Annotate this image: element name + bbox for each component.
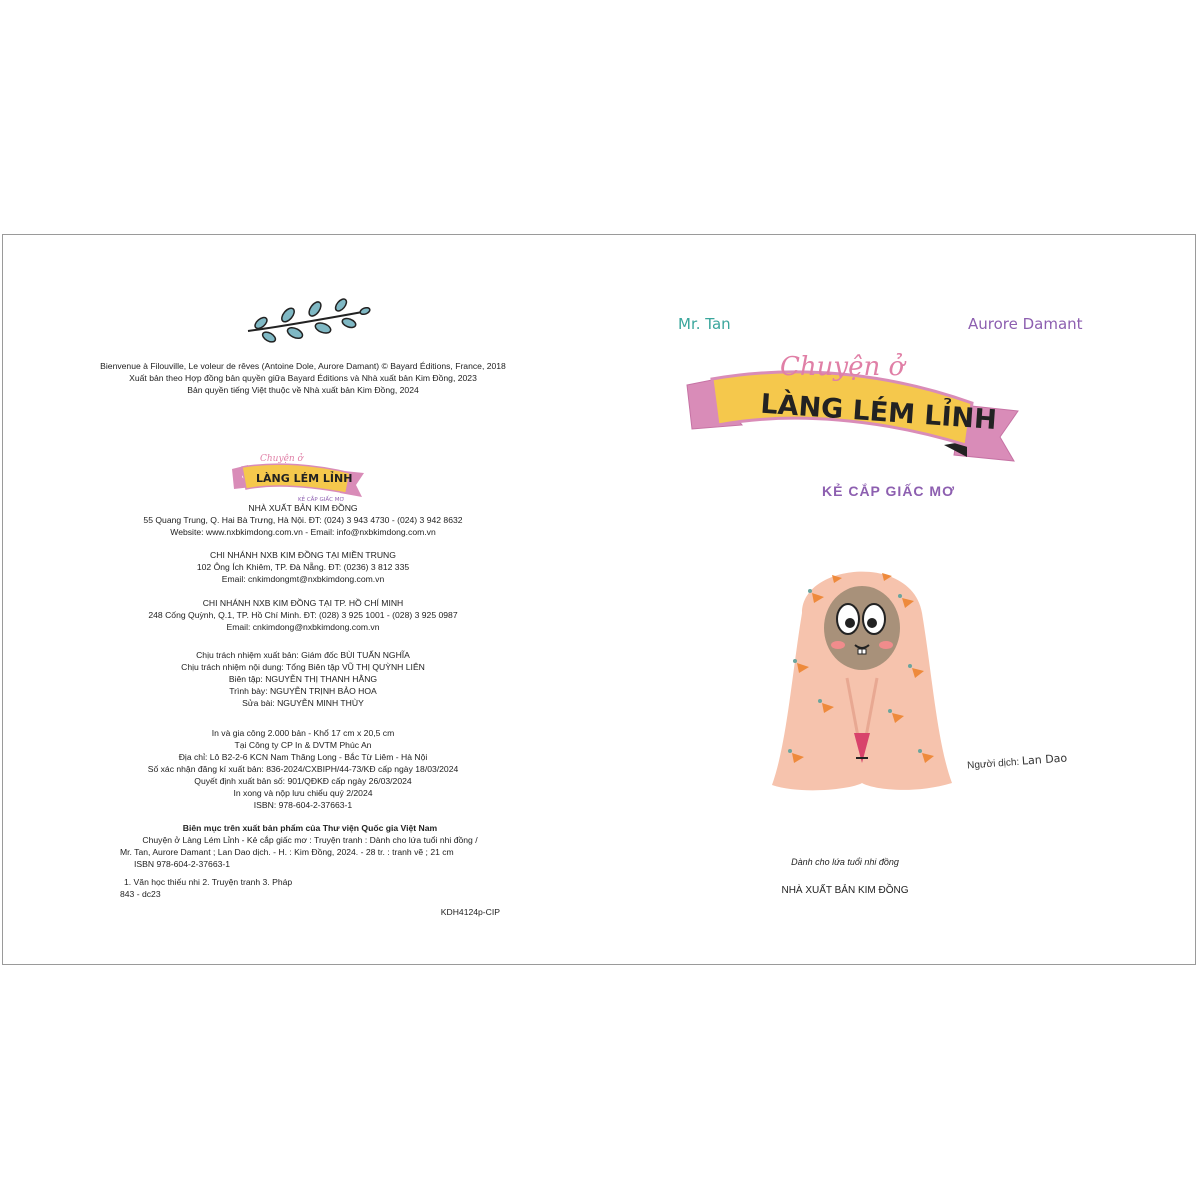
author-name: Mr. Tan — [678, 315, 731, 333]
credit-line: Chịu trách nhiệm xuất bản: Giám đốc BÙI TUẤN NGHĨA — [196, 650, 410, 660]
book-subtitle: KẺ CẮP GIẤC MƠ — [822, 483, 956, 499]
branch-email: Email: cnkimdongmt@nxbkimdong.com.vn — [221, 574, 385, 584]
printing-line: ISBN: 978-604-2-37663-1 — [253, 800, 353, 810]
copyright-notice — [63, 360, 543, 396]
branch-email: Email: cnkimdong@nxbkimdong.com.vn — [226, 622, 380, 632]
cip-title: Biên mục trên xuất bản phẩm của Thư viện Quốc gia Việt Nam — [182, 823, 438, 833]
credit-line: Chịu trách nhiệm nội dung: Tổng Biên tập VŨ THỊ QUỲNH LIÊN — [181, 662, 425, 672]
translator-name: Lan Dao — [1021, 751, 1068, 768]
printing-line: In xong và nộp lưu chiểu quý 2/2024 — [233, 788, 373, 798]
illustrator-name: Aurore Damant — [968, 315, 1083, 333]
printing-line: Địa chỉ: Lô B2-2-6 KCN Nam Thăng Long - Bắc Từ Liêm - Hà Nội — [178, 752, 428, 762]
cip-line: 843 - dc23 — [120, 889, 161, 899]
cip-line: Chuyện ở Làng Lém Lỉnh - Kẻ cắp giấc mơ : Truyện tranh : Dành cho lứa tuổi nhi đồng / — [142, 835, 478, 845]
printing-line: Tại Công ty CP In & DVTM Phúc An — [234, 740, 372, 750]
cip-record — [120, 822, 500, 918]
age-note: Dành cho lứa tuổi nhi đồng — [791, 857, 899, 867]
printing-line: Số xác nhận đăng kí xuất bản: 836-2024/CXBIPH/44-73/KĐ cấp ngày 18/03/2024 — [147, 764, 459, 774]
credit-line: Trình bày: NGUYỄN TRỊNH BẢO HOA — [229, 686, 377, 696]
book-spread — [2, 234, 1196, 965]
mini-logo-line1: Chuyện ở — [260, 454, 303, 464]
publisher-imprint: NHÀ XUẤT BẢN KIM ĐỒNG — [781, 885, 909, 896]
publisher-name: NHÀ XUẤT BẢN KIM ĐỒNG — [248, 503, 358, 513]
credit-line: Sửa bài: NGUYỄN MINH THÙY — [242, 698, 364, 708]
title-banner — [682, 345, 1022, 475]
title-line2: LÀNG LÉM LỈNH — [759, 388, 998, 437]
branch-central — [63, 549, 543, 585]
branch-name: CHI NHÁNH NXB KIM ĐỒNG TẠI MIỀN TRUNG — [210, 550, 396, 560]
translator-label: Người dịch: — [966, 756, 1020, 772]
leaf-sprig-icon — [243, 297, 373, 347]
mini-logo-line2: LÀNG LÉM LỈNH — [256, 472, 353, 485]
series-logo-small — [228, 447, 368, 502]
branch-address: 248 Cống Quỳnh, Q.1, TP. Hồ Chí Minh. ĐT: (028) 3 925 1001 - (028) 3 925 0987 — [148, 610, 458, 620]
title-page — [600, 235, 1197, 964]
credits — [63, 649, 543, 709]
cip-line: ISBN 978-604-2-37663-1 — [134, 859, 231, 869]
publisher-address — [63, 502, 543, 538]
credit-line: Biên tập: NGUYỄN THỊ THANH HẰNG — [228, 674, 378, 684]
printing-line: In và gia công 2.000 bản - Khổ 17 cm x 20,5 cm — [211, 728, 395, 738]
branch-hcm — [63, 597, 543, 633]
cip-line: 1. Văn học thiếu nhi 2. Truyện tranh 3. Pháp — [124, 877, 293, 887]
copyright-page — [3, 235, 600, 964]
publisher-address-line: 55 Quang Trung, Q. Hai Bà Trưng, Hà Nội. ĐT: (024) 3 943 4730 - (024) 3 942 8632 — [143, 515, 463, 525]
publisher-contact-line: Website: www.nxbkimdong.com.vn - Email: info@nxbkimdong.com.vn — [170, 527, 436, 537]
title-line1: Chuyện ở — [780, 352, 905, 382]
branch-name: CHI NHÁNH NXB KIM ĐỒNG TẠI TP. HỒ CHÍ MINH — [202, 598, 404, 608]
translator-credit — [967, 752, 1068, 772]
copyright-line: Bienvenue à Filouville, Le voleur de rêves (Antoine Dole, Aurore Damant) © Bayard Éditions, France, 2018 — [100, 361, 506, 371]
copyright-line: Xuất bản theo Hợp đồng bản quyền giữa Bayard Éditions và Nhà xuất bản Kim Đồng, 2023 — [129, 373, 477, 383]
branch-address: 102 Ông Ích Khiêm, TP. Đà Nẵng. ĐT: (0236) 3 812 335 — [196, 562, 410, 572]
cip-line: Mr. Tan, Aurore Damant ; Lan Dao dịch. - H. : Kim Đồng, 2024. - 28 tr. : tranh vẽ ; 21 cm — [120, 847, 454, 857]
printing-line: Quyết định xuất bản số: 901/QĐKĐ cấp ngày 26/03/2024 — [194, 776, 412, 786]
bunny-illustration — [762, 553, 962, 803]
mini-logo-line3: KẺ CẮP GIẤC MƠ — [298, 497, 345, 502]
copyright-line: Bản quyền tiếng Việt thuộc về Nhà xuất bản Kim Đồng, 2024 — [187, 385, 419, 395]
cip-code: KDH4124p-CIP — [440, 907, 500, 917]
printing-info — [63, 727, 543, 811]
